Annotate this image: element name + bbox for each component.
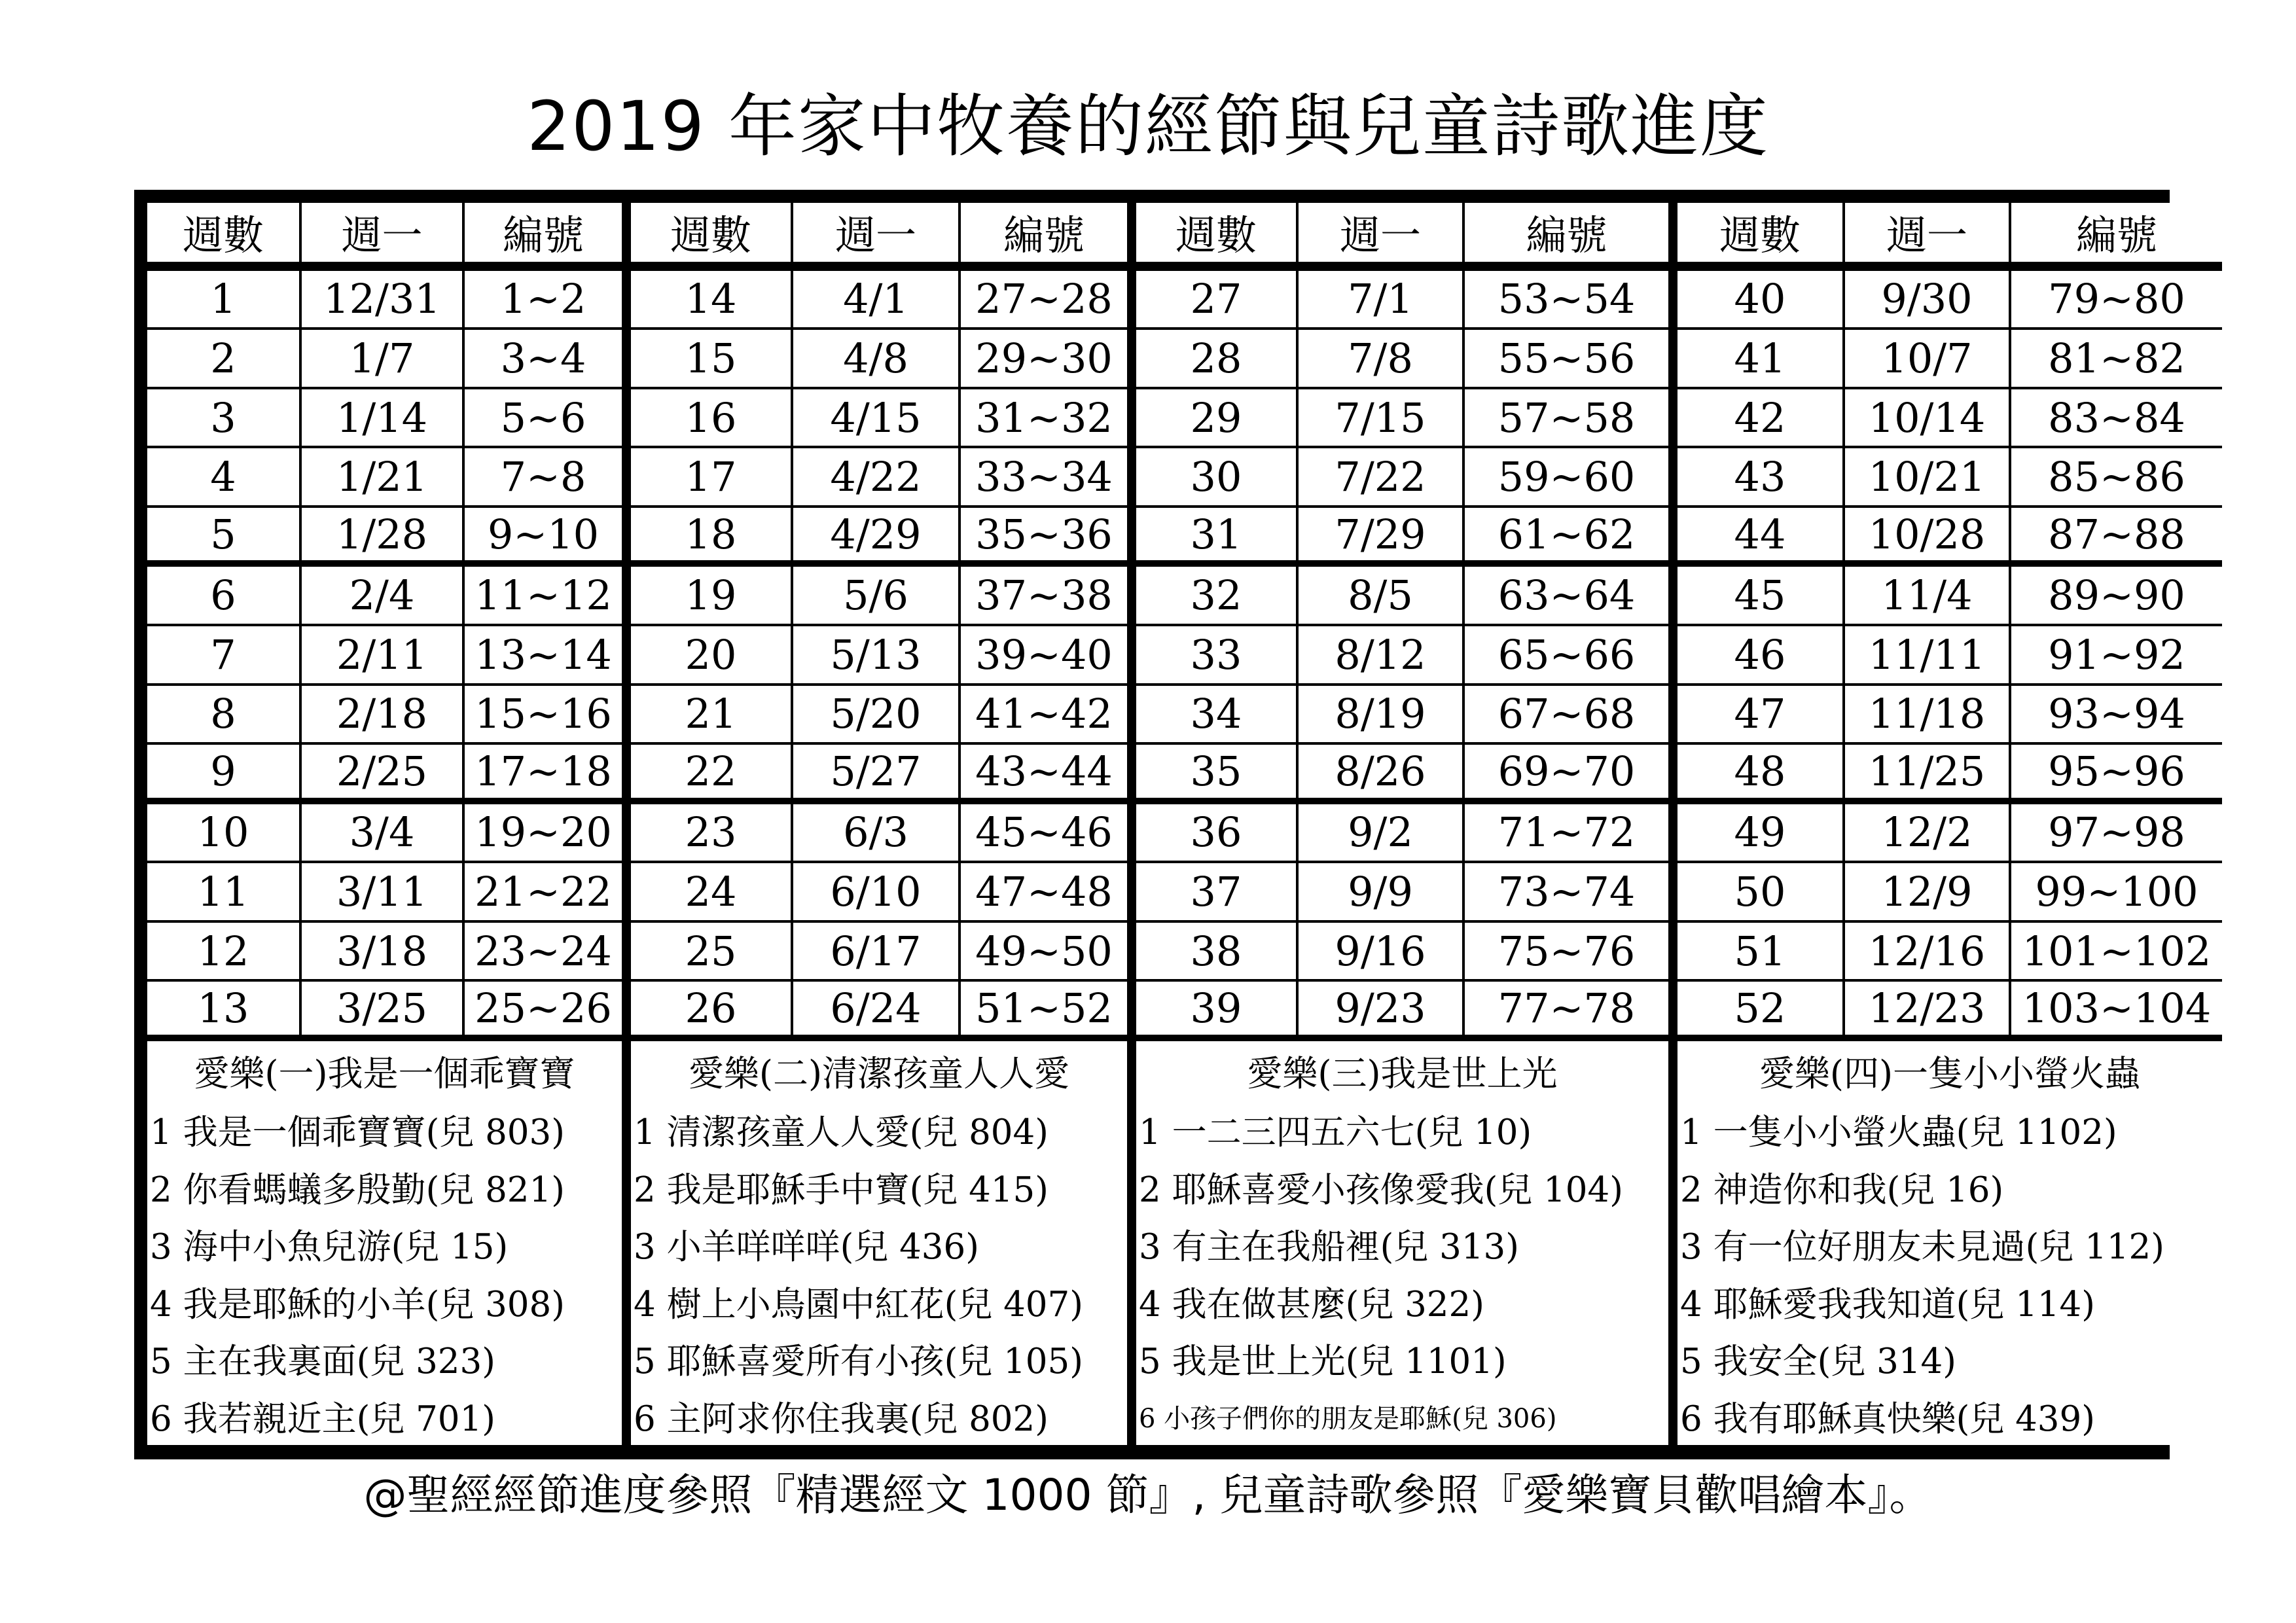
table-cell: 95~96 [2011,745,2222,804]
table-cell: 2/25 [302,745,465,804]
table-cell: 23~24 [465,923,631,982]
song-group-title: 愛樂(一)我是一個乖寶寶 [147,1041,631,1101]
song-row [147,1330,2222,1388]
table-cell: 12/31 [302,271,465,330]
column-header: 週一 [1845,203,2011,271]
table-cell: 4/1 [793,271,961,330]
table-cell: 77~78 [1465,982,1677,1041]
table-cell: 7 [147,626,302,686]
table-cell: 9/16 [1299,923,1465,982]
table-cell: 75~76 [1465,923,1677,982]
table-cell: 8/26 [1299,745,1465,804]
table-cell: 21~22 [465,863,631,923]
table-cell: 7~8 [465,448,631,508]
table-cell: 85~86 [2011,448,2222,508]
table-cell: 4/29 [793,508,961,567]
song-item: 3 小羊咩咩咩(兒 436) [631,1216,1136,1274]
table-cell: 19 [631,567,793,626]
table-row [147,330,2222,389]
table-cell: 6/24 [793,982,961,1041]
table-cell: 51 [1677,923,1845,982]
table-cell: 51~52 [961,982,1136,1041]
song-item: 3 海中小魚兒游(兒 15) [147,1216,631,1274]
table-cell: 39~40 [961,626,1136,686]
song-row [147,1387,2222,1445]
table-row [147,686,2222,745]
table-cell: 45 [1677,567,1845,626]
song-item: 5 耶穌喜愛所有小孩(兒 105) [631,1330,1136,1388]
table-cell: 49~50 [961,923,1136,982]
table-cell: 52 [1677,982,1845,1041]
table-row [147,745,2222,804]
table-cell: 13~14 [465,626,631,686]
table-cell: 4/22 [793,448,961,508]
song-item: 4 樹上小鳥園中紅花(兒 407) [631,1273,1136,1330]
column-header: 週一 [1299,203,1465,271]
table-cell: 46 [1677,626,1845,686]
table-cell: 33~34 [961,448,1136,508]
table-cell: 10/21 [1845,448,2011,508]
table-row [147,508,2222,567]
table-cell: 57~58 [1465,389,1677,449]
table-cell: 79~80 [2011,271,2222,330]
table-cell: 4/15 [793,389,961,449]
table-cell: 3/18 [302,923,465,982]
schedule-table [147,203,2222,1445]
table-cell: 29 [1136,389,1299,449]
table-cell: 6 [147,567,302,626]
table-cell: 9/2 [1299,804,1465,864]
song-group-title: 愛樂(三)我是世上光 [1136,1041,1677,1101]
table-cell: 26 [631,982,793,1041]
song-item: 3 有主在我船裡(兒 313) [1136,1216,1677,1274]
song-item: 1 一二三四五六七(兒 10) [1136,1101,1677,1159]
table-cell: 2/11 [302,626,465,686]
table-cell: 15~16 [465,686,631,745]
table-cell: 97~98 [2011,804,2222,864]
table-cell: 8/19 [1299,686,1465,745]
song-item: 4 我是耶穌的小羊(兒 308) [147,1273,631,1330]
table-cell: 22 [631,745,793,804]
table-cell: 2/4 [302,567,465,626]
table-cell: 1/28 [302,508,465,567]
table-cell: 1/14 [302,389,465,449]
table-cell: 24 [631,863,793,923]
table-cell: 11/18 [1845,686,2011,745]
table-cell: 63~64 [1465,567,1677,626]
song-item: 6 主阿求你住我裏(兒 802) [631,1387,1136,1445]
table-cell: 73~74 [1465,863,1677,923]
table-cell: 5 [147,508,302,567]
table-cell: 12/9 [1845,863,2011,923]
table-cell: 7/1 [1299,271,1465,330]
table-cell: 13 [147,982,302,1041]
table-cell: 81~82 [2011,330,2222,389]
song-row [147,1273,2222,1330]
table-cell: 41 [1677,330,1845,389]
table-cell: 9 [147,745,302,804]
table-cell: 101~102 [2011,923,2222,982]
song-item: 5 我是世上光(兒 1101) [1136,1330,1677,1388]
table-cell: 12/16 [1845,923,2011,982]
column-header: 週一 [302,203,465,271]
table-cell: 47~48 [961,863,1136,923]
table-cell: 5~6 [465,389,631,449]
song-item: 6 我若親近主(兒 701) [147,1387,631,1445]
table-cell: 9/9 [1299,863,1465,923]
song-item: 6 我有耶穌真快樂(兒 439) [1680,1399,2095,1440]
table-cell: 91~92 [2011,626,2222,686]
table-cell: 6/10 [793,863,961,923]
table-cell: 53~54 [1465,271,1677,330]
table-cell: 35 [1136,745,1299,804]
table-cell: 43 [1677,448,1845,508]
table-cell: 49 [1677,804,1845,864]
song-item: 2 神造你和我(兒 16) [1680,1169,2004,1210]
column-header: 編號 [2011,203,2222,271]
table-cell: 6/17 [793,923,961,982]
song-item: 4 我在做甚麼(兒 322) [1136,1273,1677,1330]
table-cell: 7/15 [1299,389,1465,449]
table-cell: 65~66 [1465,626,1677,686]
song-item: 2 你看螞蟻多殷勤(兒 821) [147,1158,631,1216]
table-cell: 7/29 [1299,508,1465,567]
table-cell: 5/20 [793,686,961,745]
table-cell: 5/6 [793,567,961,626]
footnote: @聖經經節進度參照『精選經文 1000 節』, 兒童詩歌參照『愛樂寶貝歡唱繪本』。 [363,1470,1933,1520]
table-cell: 29~30 [961,330,1136,389]
table-cell: 11/25 [1845,745,2011,804]
table-cell: 16 [631,389,793,449]
table-cell: 20 [631,626,793,686]
table-cell: 37 [1136,863,1299,923]
table-cell: 1/21 [302,448,465,508]
schedule-sheet [134,190,2212,1459]
table-cell: 55~56 [1465,330,1677,389]
table-cell: 23 [631,804,793,864]
table-cell: 17~18 [465,745,631,804]
table-row [147,804,2222,864]
song-item: 1 清潔孩童人人愛(兒 804) [631,1101,1136,1159]
song-group-title-row [147,1041,2222,1101]
table-row [147,626,2222,686]
column-header: 週數 [1136,203,1299,271]
table-cell: 11/4 [1845,567,2011,626]
table-cell: 14 [631,271,793,330]
table-cell: 10/7 [1845,330,2011,389]
table-cell: 99~100 [2011,863,2222,923]
table-cell: 17 [631,448,793,508]
table-cell: 3~4 [465,330,631,389]
table-cell: 37~38 [961,567,1136,626]
table-row [147,863,2222,923]
song-item: 1 一隻小小螢火蟲(兒 1102) [1680,1113,2117,1153]
table-cell: 36 [1136,804,1299,864]
table-cell: 11/11 [1845,626,2011,686]
song-item: 6 小孩子們你的朋友是耶穌(兒 306) [1136,1387,1677,1445]
table-cell: 44 [1677,508,1845,567]
table-row [147,982,2222,1041]
table-cell: 19~20 [465,804,631,864]
table-cell: 11~12 [465,567,631,626]
table-cell: 67~68 [1465,686,1677,745]
table-cell: 39 [1136,982,1299,1041]
column-header: 週數 [631,203,793,271]
table-cell: 4 [147,448,302,508]
song-item: 5 主在我裏面(兒 323) [147,1330,631,1388]
column-header: 編號 [961,203,1136,271]
table-cell: 8 [147,686,302,745]
table-cell: 69~70 [1465,745,1677,804]
table-cell: 25~26 [465,982,631,1041]
header-row [147,203,2222,271]
table-cell: 3/11 [302,863,465,923]
song-row [147,1158,2222,1216]
table-cell: 4/8 [793,330,961,389]
table-cell: 38 [1136,923,1299,982]
table-cell: 8/5 [1299,567,1465,626]
table-cell: 40 [1677,271,1845,330]
song-group-title: 愛樂(四)一隻小小螢火蟲 [1759,1053,2141,1095]
table-cell: 6/3 [793,804,961,864]
table-cell: 42 [1677,389,1845,449]
table-cell: 3/25 [302,982,465,1041]
table-cell: 31 [1136,508,1299,567]
page-title: 2019 年家中牧養的經節與兒童詩歌進度 [527,86,1769,166]
table-cell: 1 [147,271,302,330]
song-item: 5 我安全(兒 314) [1680,1342,1956,1382]
table-cell: 10/14 [1845,389,2011,449]
table-cell: 61~62 [1465,508,1677,567]
table-cell: 48 [1677,745,1845,804]
table-cell: 18 [631,508,793,567]
table-cell: 32 [1136,567,1299,626]
song-row [147,1216,2222,1274]
table-cell: 12/2 [1845,804,2011,864]
table-cell: 34 [1136,686,1299,745]
table-row [147,448,2222,508]
table-cell: 5/27 [793,745,961,804]
table-cell: 21 [631,686,793,745]
table-cell: 12 [147,923,302,982]
table-row [147,923,2222,982]
column-header: 週數 [147,203,302,271]
table-cell: 7/22 [1299,448,1465,508]
table-cell: 1/7 [302,330,465,389]
table-cell: 50 [1677,863,1845,923]
table-cell: 10 [147,804,302,864]
table-cell: 9~10 [465,508,631,567]
table-cell: 71~72 [1465,804,1677,864]
table-cell: 28 [1136,330,1299,389]
table-cell: 3/4 [302,804,465,864]
table-cell: 2 [147,330,302,389]
table-cell: 27 [1136,271,1299,330]
table-cell: 33 [1136,626,1299,686]
table-cell: 45~46 [961,804,1136,864]
column-header: 編號 [1465,203,1677,271]
song-item: 3 有一位好朋友未見過(兒 112) [1680,1227,2164,1268]
table-cell: 11 [147,863,302,923]
song-item: 2 我是耶穌手中寶(兒 415) [631,1158,1136,1216]
song-item: 1 我是一個乖寶寶(兒 803) [147,1101,631,1159]
column-header: 編號 [465,203,631,271]
song-group-title: 愛樂(二)清潔孩童人人愛 [631,1041,1136,1101]
table-cell: 8/12 [1299,626,1465,686]
column-header: 週一 [793,203,961,271]
table-cell: 83~84 [2011,389,2222,449]
table-cell: 30 [1136,448,1299,508]
table-cell: 2/18 [302,686,465,745]
table-cell: 3 [147,389,302,449]
song-item: 2 耶穌喜愛小孩像愛我(兒 104) [1136,1158,1677,1216]
table-cell: 25 [631,923,793,982]
table-cell: 41~42 [961,686,1136,745]
table-cell: 1~2 [465,271,631,330]
table-cell: 89~90 [2011,567,2222,626]
song-item: 4 耶穌愛我我知道(兒 114) [1680,1284,2095,1325]
table-cell: 87~88 [2011,508,2222,567]
table-cell: 47 [1677,686,1845,745]
table-cell: 12/23 [1845,982,2011,1041]
table-row [147,567,2222,626]
table-cell: 10/28 [1845,508,2011,567]
table-cell: 7/8 [1299,330,1465,389]
table-cell: 59~60 [1465,448,1677,508]
table-cell: 31~32 [961,389,1136,449]
table-cell: 9/23 [1299,982,1465,1041]
table-cell: 103~104 [2011,982,2222,1041]
table-cell: 15 [631,330,793,389]
table-cell: 9/30 [1845,271,2011,330]
table-cell: 43~44 [961,745,1136,804]
table-cell: 27~28 [961,271,1136,330]
column-header: 週數 [1677,203,1845,271]
table-cell: 35~36 [961,508,1136,567]
table-row [147,271,2222,330]
table-cell: 93~94 [2011,686,2222,745]
table-cell: 5/13 [793,626,961,686]
song-row [147,1101,2222,1159]
table-row [147,389,2222,449]
